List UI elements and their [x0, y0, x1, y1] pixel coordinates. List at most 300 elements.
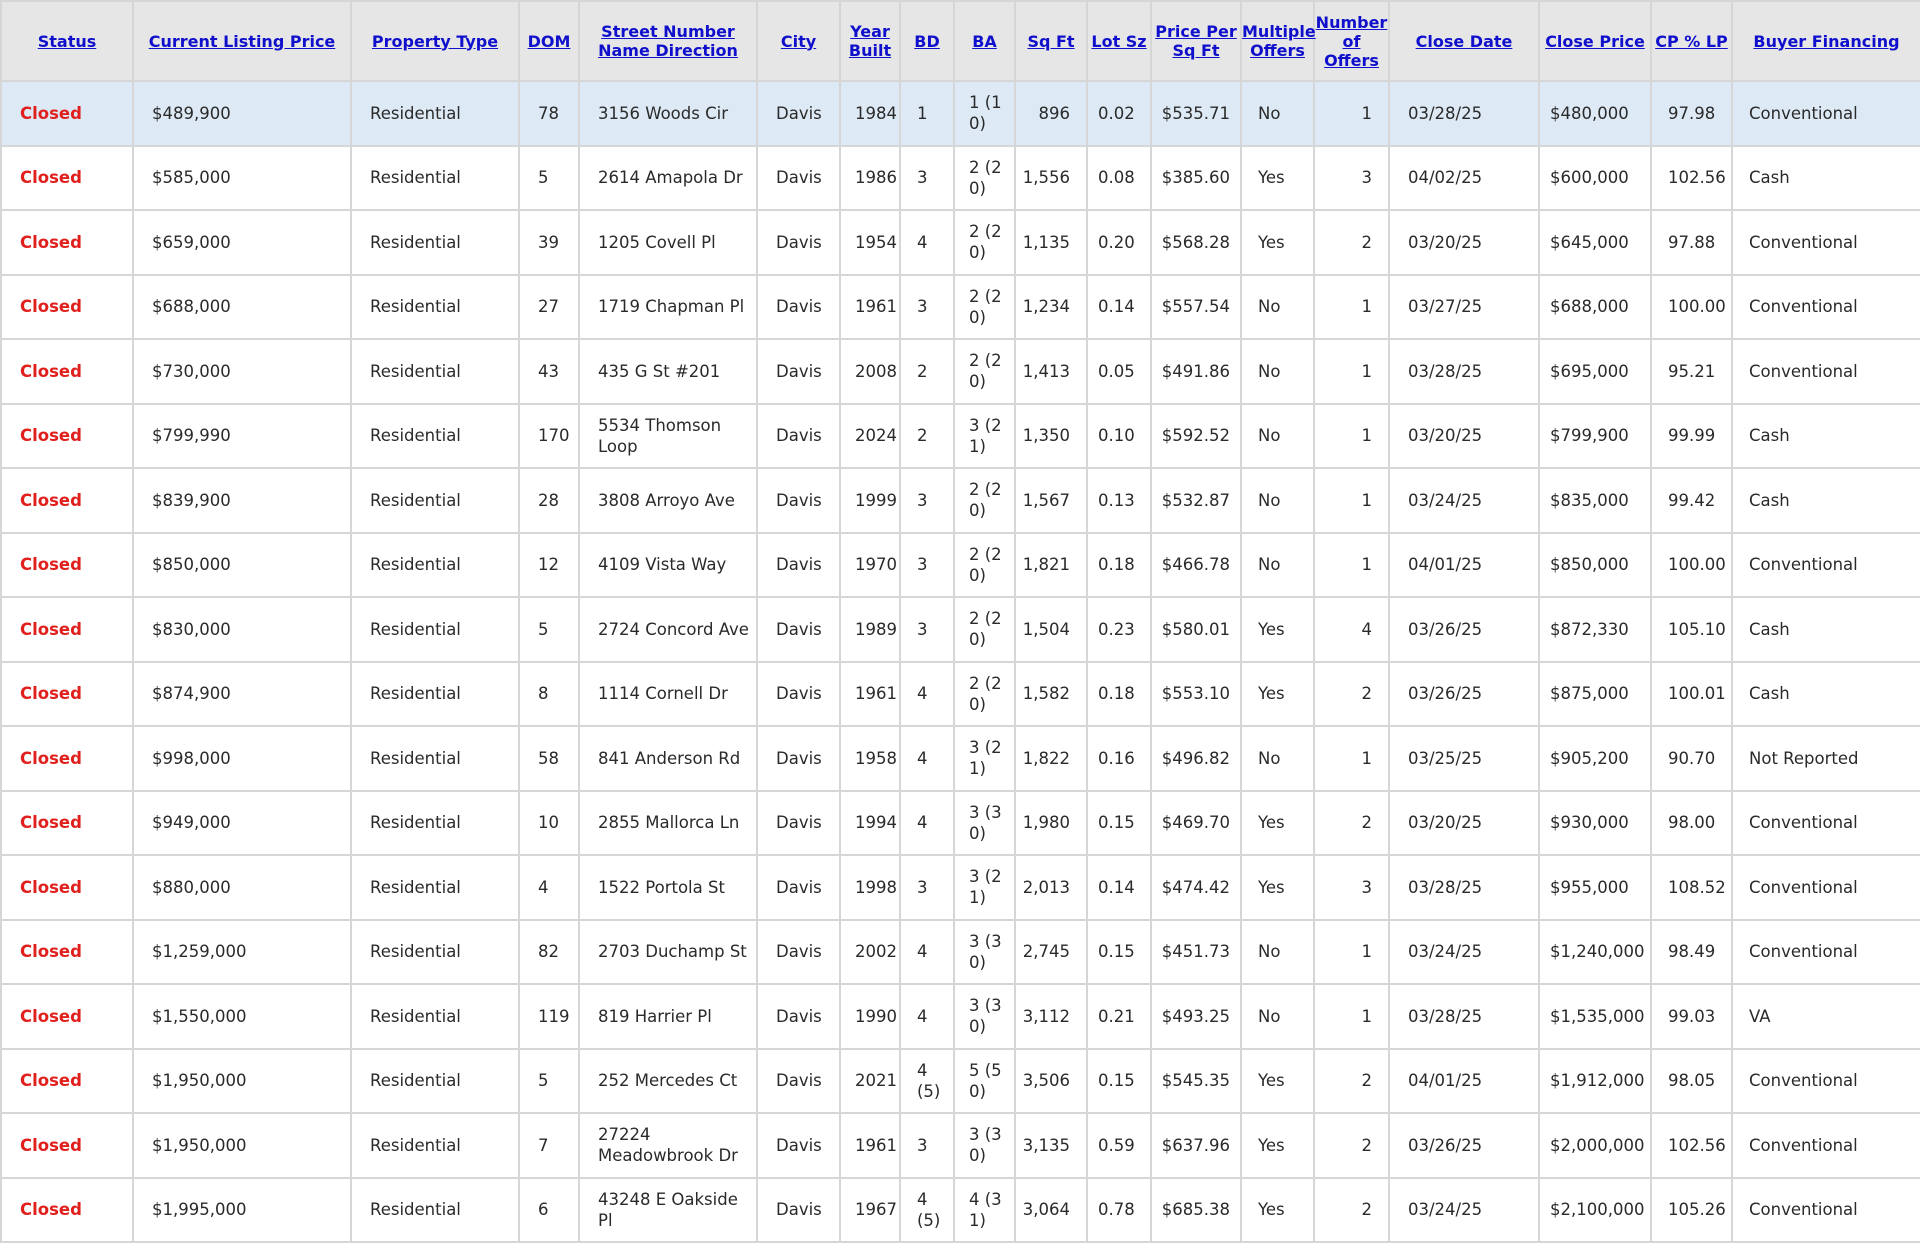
- multiple-offers-cell: No: [1241, 533, 1314, 598]
- sort-dom-link[interactable]: DOM: [527, 31, 571, 51]
- price-per-sqft-cell: $545.35: [1151, 1049, 1241, 1114]
- address-cell: 841 Anderson Rd: [579, 726, 757, 791]
- multiple-offers-cell: Yes: [1241, 597, 1314, 662]
- ba-cell: 2 (2 0): [954, 210, 1015, 275]
- sqft-cell: 3,112: [1015, 984, 1087, 1049]
- listing-price-cell: $659,000: [133, 210, 351, 275]
- buyer-financing-cell: Conventional: [1732, 533, 1920, 598]
- multiple-offers-cell: No: [1241, 920, 1314, 985]
- status-cell: Closed: [1, 662, 133, 727]
- ba-cell: 3 (2 1): [954, 855, 1015, 920]
- lot-size-cell: 0.23: [1087, 597, 1151, 662]
- status-cell: Closed: [1, 81, 133, 146]
- cp-lp-cell: 97.88: [1651, 210, 1732, 275]
- table-row[interactable]: [1, 791, 1920, 856]
- property-type-cell: Residential: [351, 855, 519, 920]
- multiple-offers-cell: No: [1241, 81, 1314, 146]
- column-header: [1651, 1, 1732, 81]
- close-date-cell: 04/01/25: [1389, 533, 1539, 598]
- number-of-offers-cell: 2: [1314, 1178, 1389, 1243]
- number-of-offers-cell: 1: [1314, 468, 1389, 533]
- status-cell: Closed: [1, 146, 133, 211]
- sort-street-link[interactable]: Street Number Name Direction: [598, 22, 738, 60]
- ba-cell: 2 (2 0): [954, 597, 1015, 662]
- property-type-cell: Residential: [351, 1113, 519, 1178]
- table-row[interactable]: [1, 275, 1920, 340]
- close-price-cell: $2,100,000: [1539, 1178, 1651, 1243]
- close-date-cell: 04/01/25: [1389, 1049, 1539, 1114]
- buyer-financing-cell: VA: [1732, 984, 1920, 1049]
- status-cell: Closed: [1, 791, 133, 856]
- sqft-cell: 1,980: [1015, 791, 1087, 856]
- buyer-financing-cell: Conventional: [1732, 1113, 1920, 1178]
- sqft-cell: 1,556: [1015, 146, 1087, 211]
- price-per-sqft-cell: $532.87: [1151, 468, 1241, 533]
- sqft-cell: 1,582: [1015, 662, 1087, 727]
- table-row[interactable]: [1, 81, 1920, 146]
- multiple-offers-cell: Yes: [1241, 1049, 1314, 1114]
- dom-cell: 58: [519, 726, 579, 791]
- dom-cell: 10: [519, 791, 579, 856]
- address-cell: 2614 Amapola Dr: [579, 146, 757, 211]
- address-cell: 43248 E Oakside Pl: [579, 1178, 757, 1243]
- number-of-offers-cell: 1: [1314, 404, 1389, 469]
- cp-lp-cell: 95.21: [1651, 339, 1732, 404]
- table-row[interactable]: [1, 662, 1920, 727]
- lot-size-cell: 0.20: [1087, 210, 1151, 275]
- cp-lp-cell: 90.70: [1651, 726, 1732, 791]
- buyer-financing-cell: Conventional: [1732, 920, 1920, 985]
- status-cell: Closed: [1, 855, 133, 920]
- property-type-cell: Residential: [351, 404, 519, 469]
- table-row[interactable]: [1, 1178, 1920, 1243]
- property-type-cell: Residential: [351, 791, 519, 856]
- dom-cell: 39: [519, 210, 579, 275]
- ba-cell: 2 (2 0): [954, 146, 1015, 211]
- multiple-offers-cell: No: [1241, 275, 1314, 340]
- year-built-cell: 2021: [840, 1049, 900, 1114]
- property-type-cell: Residential: [351, 920, 519, 985]
- status-cell: Closed: [1, 920, 133, 985]
- sqft-cell: 1,821: [1015, 533, 1087, 598]
- city-cell: Davis: [757, 597, 840, 662]
- lot-size-cell: 0.10: [1087, 404, 1151, 469]
- close-price-cell: $905,200: [1539, 726, 1651, 791]
- table-row[interactable]: [1, 726, 1920, 791]
- lot-size-cell: 0.16: [1087, 726, 1151, 791]
- close-price-cell: $835,000: [1539, 468, 1651, 533]
- close-price-cell: $850,000: [1539, 533, 1651, 598]
- table-row[interactable]: [1, 920, 1920, 985]
- bd-cell: 2: [900, 339, 954, 404]
- close-price-cell: $955,000: [1539, 855, 1651, 920]
- close-date-cell: 03/26/25: [1389, 1113, 1539, 1178]
- address-cell: 1205 Covell Pl: [579, 210, 757, 275]
- close-price-cell: $875,000: [1539, 662, 1651, 727]
- column-header: [757, 1, 840, 81]
- lot-size-cell: 0.08: [1087, 146, 1151, 211]
- status-cell: Closed: [1, 984, 133, 1049]
- number-of-offers-cell: 3: [1314, 146, 1389, 211]
- bd-cell: 4 (5): [900, 1178, 954, 1243]
- ba-cell: 2 (2 0): [954, 662, 1015, 727]
- city-cell: Davis: [757, 210, 840, 275]
- price-per-sqft-cell: $592.52: [1151, 404, 1241, 469]
- dom-cell: 4: [519, 855, 579, 920]
- table-row[interactable]: [1, 855, 1920, 920]
- sqft-cell: 3,506: [1015, 1049, 1087, 1114]
- property-type-cell: Residential: [351, 81, 519, 146]
- dom-cell: 5: [519, 146, 579, 211]
- city-cell: Davis: [757, 468, 840, 533]
- sort-price-per-sqft-link[interactable]: Price Per Sq Ft: [1155, 22, 1237, 60]
- column-header: [351, 1, 519, 81]
- table-row[interactable]: [1, 984, 1920, 1049]
- column-header: [1314, 1, 1389, 81]
- lot-size-cell: 0.13: [1087, 468, 1151, 533]
- year-built-cell: 1984: [840, 81, 900, 146]
- property-type-cell: Residential: [351, 984, 519, 1049]
- sqft-cell: 1,822: [1015, 726, 1087, 791]
- number-of-offers-cell: 3: [1314, 855, 1389, 920]
- cp-lp-cell: 102.56: [1651, 1113, 1732, 1178]
- close-price-cell: $480,000: [1539, 81, 1651, 146]
- sort-cp-lp-link[interactable]: CP % LP: [1655, 31, 1728, 51]
- close-date-cell: 03/20/25: [1389, 404, 1539, 469]
- ba-cell: 3 (3 0): [954, 920, 1015, 985]
- sort-ba-link[interactable]: BA: [972, 31, 997, 51]
- property-type-cell: Residential: [351, 1049, 519, 1114]
- listing-price-cell: $839,900: [133, 468, 351, 533]
- dom-cell: 27: [519, 275, 579, 340]
- listing-price-cell: $1,950,000: [133, 1113, 351, 1178]
- listing-price-cell: $850,000: [133, 533, 351, 598]
- multiple-offers-cell: No: [1241, 404, 1314, 469]
- multiple-offers-cell: No: [1241, 726, 1314, 791]
- cp-lp-cell: 98.49: [1651, 920, 1732, 985]
- bd-cell: 4: [900, 662, 954, 727]
- number-of-offers-cell: 1: [1314, 920, 1389, 985]
- city-cell: Davis: [757, 662, 840, 727]
- address-cell: 252 Mercedes Ct: [579, 1049, 757, 1114]
- multiple-offers-cell: No: [1241, 339, 1314, 404]
- address-cell: 819 Harrier Pl: [579, 984, 757, 1049]
- multiple-offers-cell: Yes: [1241, 146, 1314, 211]
- listing-price-cell: $830,000: [133, 597, 351, 662]
- dom-cell: 12: [519, 533, 579, 598]
- cp-lp-cell: 99.42: [1651, 468, 1732, 533]
- price-per-sqft-cell: $491.86: [1151, 339, 1241, 404]
- ba-cell: 2 (2 0): [954, 533, 1015, 598]
- table-row[interactable]: [1, 468, 1920, 533]
- price-per-sqft-cell: $385.60: [1151, 146, 1241, 211]
- dom-cell: 5: [519, 597, 579, 662]
- column-header: [1539, 1, 1651, 81]
- bd-cell: 3: [900, 1113, 954, 1178]
- column-header: [1241, 1, 1314, 81]
- dom-cell: 5: [519, 1049, 579, 1114]
- price-per-sqft-cell: $493.25: [1151, 984, 1241, 1049]
- property-type-cell: Residential: [351, 597, 519, 662]
- cp-lp-cell: 102.56: [1651, 146, 1732, 211]
- bd-cell: 2: [900, 404, 954, 469]
- cp-lp-cell: 99.03: [1651, 984, 1732, 1049]
- listing-price-cell: $799,990: [133, 404, 351, 469]
- city-cell: Davis: [757, 339, 840, 404]
- buyer-financing-cell: Cash: [1732, 404, 1920, 469]
- listing-price-cell: $874,900: [133, 662, 351, 727]
- city-cell: Davis: [757, 984, 840, 1049]
- lot-size-cell: 0.18: [1087, 533, 1151, 598]
- price-per-sqft-cell: $474.42: [1151, 855, 1241, 920]
- address-cell: 1719 Chapman Pl: [579, 275, 757, 340]
- price-per-sqft-cell: $553.10: [1151, 662, 1241, 727]
- close-date-cell: 03/28/25: [1389, 855, 1539, 920]
- sort-year-built-link[interactable]: Year Built: [848, 22, 892, 60]
- buyer-financing-cell: Conventional: [1732, 1049, 1920, 1114]
- sort-listing-price-link[interactable]: Current Listing Price: [148, 31, 336, 51]
- bd-cell: 4 (5): [900, 1049, 954, 1114]
- number-of-offers-cell: 2: [1314, 1049, 1389, 1114]
- buyer-financing-cell: Cash: [1732, 597, 1920, 662]
- year-built-cell: 2002: [840, 920, 900, 985]
- property-type-cell: Residential: [351, 533, 519, 598]
- sqft-cell: 1,234: [1015, 275, 1087, 340]
- price-per-sqft-cell: $535.71: [1151, 81, 1241, 146]
- close-price-cell: $645,000: [1539, 210, 1651, 275]
- bd-cell: 3: [900, 533, 954, 598]
- sort-lot-size-link[interactable]: Lot Sz: [1091, 31, 1147, 51]
- number-of-offers-cell: 2: [1314, 210, 1389, 275]
- year-built-cell: 1989: [840, 597, 900, 662]
- number-of-offers-cell: 1: [1314, 533, 1389, 598]
- dom-cell: 28: [519, 468, 579, 533]
- close-price-cell: $930,000: [1539, 791, 1651, 856]
- year-built-cell: 1999: [840, 468, 900, 533]
- sort-number-of-offers-link[interactable]: Number of Offers: [1315, 12, 1388, 70]
- table-row[interactable]: [1, 1049, 1920, 1114]
- sqft-cell: 1,567: [1015, 468, 1087, 533]
- number-of-offers-cell: 4: [1314, 597, 1389, 662]
- sort-bd-link[interactable]: BD: [914, 31, 940, 51]
- lot-size-cell: 0.78: [1087, 1178, 1151, 1243]
- year-built-cell: 1967: [840, 1178, 900, 1243]
- number-of-offers-cell: 1: [1314, 339, 1389, 404]
- status-cell: Closed: [1, 1178, 133, 1243]
- listing-price-cell: $688,000: [133, 275, 351, 340]
- column-header: [840, 1, 900, 81]
- status-cell: Closed: [1, 533, 133, 598]
- sort-buyer-financing-link[interactable]: Buyer Financing: [1753, 31, 1900, 51]
- cp-lp-cell: 98.05: [1651, 1049, 1732, 1114]
- dom-cell: 6: [519, 1178, 579, 1243]
- property-type-cell: Residential: [351, 275, 519, 340]
- multiple-offers-cell: No: [1241, 984, 1314, 1049]
- year-built-cell: 1961: [840, 662, 900, 727]
- property-type-cell: Residential: [351, 468, 519, 533]
- lot-size-cell: 0.15: [1087, 1049, 1151, 1114]
- lot-size-cell: 0.59: [1087, 1113, 1151, 1178]
- address-cell: 1114 Cornell Dr: [579, 662, 757, 727]
- sqft-cell: 2,013: [1015, 855, 1087, 920]
- sort-close-date-link[interactable]: Close Date: [1415, 31, 1513, 51]
- column-header: [1015, 1, 1087, 81]
- price-per-sqft-cell: $466.78: [1151, 533, 1241, 598]
- multiple-offers-cell: Yes: [1241, 1178, 1314, 1243]
- lot-size-cell: 0.02: [1087, 81, 1151, 146]
- column-header: [133, 1, 351, 81]
- address-cell: 2855 Mallorca Ln: [579, 791, 757, 856]
- lot-size-cell: 0.21: [1087, 984, 1151, 1049]
- multiple-offers-cell: Yes: [1241, 855, 1314, 920]
- table-row[interactable]: [1, 146, 1920, 211]
- buyer-financing-cell: Conventional: [1732, 81, 1920, 146]
- city-cell: Davis: [757, 1113, 840, 1178]
- listing-price-cell: $1,995,000: [133, 1178, 351, 1243]
- dom-cell: 7: [519, 1113, 579, 1178]
- listing-price-cell: $585,000: [133, 146, 351, 211]
- lot-size-cell: 0.14: [1087, 275, 1151, 340]
- city-cell: Davis: [757, 791, 840, 856]
- year-built-cell: 1954: [840, 210, 900, 275]
- buyer-financing-cell: Cash: [1732, 146, 1920, 211]
- status-cell: Closed: [1, 1113, 133, 1178]
- year-built-cell: 2008: [840, 339, 900, 404]
- lot-size-cell: 0.15: [1087, 920, 1151, 985]
- table-row[interactable]: [1, 339, 1920, 404]
- sort-status-link[interactable]: Status: [37, 31, 97, 51]
- ba-cell: 1 (1 0): [954, 81, 1015, 146]
- bd-cell: 1: [900, 81, 954, 146]
- sort-close-price-link[interactable]: Close Price: [1545, 31, 1645, 51]
- year-built-cell: 1961: [840, 275, 900, 340]
- property-type-cell: Residential: [351, 726, 519, 791]
- column-header: [1, 1, 133, 81]
- address-cell: 3156 Woods Cir: [579, 81, 757, 146]
- status-cell: Closed: [1, 275, 133, 340]
- price-per-sqft-cell: $637.96: [1151, 1113, 1241, 1178]
- address-cell: 2703 Duchamp St: [579, 920, 757, 985]
- close-price-cell: $600,000: [1539, 146, 1651, 211]
- year-built-cell: 1994: [840, 791, 900, 856]
- close-date-cell: 03/24/25: [1389, 468, 1539, 533]
- address-cell: 5534 Thomson Loop: [579, 404, 757, 469]
- number-of-offers-cell: 1: [1314, 726, 1389, 791]
- buyer-financing-cell: Cash: [1732, 468, 1920, 533]
- city-cell: Davis: [757, 855, 840, 920]
- close-date-cell: 03/28/25: [1389, 984, 1539, 1049]
- ba-cell: 3 (3 0): [954, 791, 1015, 856]
- cp-lp-cell: 97.98: [1651, 81, 1732, 146]
- dom-cell: 43: [519, 339, 579, 404]
- city-cell: Davis: [757, 1178, 840, 1243]
- cp-lp-cell: 99.99: [1651, 404, 1732, 469]
- property-type-cell: Residential: [351, 339, 519, 404]
- lot-size-cell: 0.15: [1087, 791, 1151, 856]
- ba-cell: 4 (3 1): [954, 1178, 1015, 1243]
- listing-price-cell: $1,950,000: [133, 1049, 351, 1114]
- multiple-offers-cell: Yes: [1241, 791, 1314, 856]
- year-built-cell: 1986: [840, 146, 900, 211]
- buyer-financing-cell: Conventional: [1732, 210, 1920, 275]
- column-header: [900, 1, 954, 81]
- lot-size-cell: 0.05: [1087, 339, 1151, 404]
- sqft-cell: 3,064: [1015, 1178, 1087, 1243]
- sort-multiple-offers-link[interactable]: Multiple Offers: [1242, 22, 1316, 60]
- dom-cell: 119: [519, 984, 579, 1049]
- dom-cell: 82: [519, 920, 579, 985]
- buyer-financing-cell: Conventional: [1732, 791, 1920, 856]
- sqft-cell: 1,350: [1015, 404, 1087, 469]
- close-date-cell: 03/24/25: [1389, 920, 1539, 985]
- table-row[interactable]: [1, 533, 1920, 598]
- city-cell: Davis: [757, 81, 840, 146]
- address-cell: 4109 Vista Way: [579, 533, 757, 598]
- close-price-cell: $688,000: [1539, 275, 1651, 340]
- sqft-cell: 1,413: [1015, 339, 1087, 404]
- cp-lp-cell: 100.00: [1651, 533, 1732, 598]
- price-per-sqft-cell: $451.73: [1151, 920, 1241, 985]
- year-built-cell: 2024: [840, 404, 900, 469]
- close-date-cell: 03/20/25: [1389, 791, 1539, 856]
- cp-lp-cell: 100.01: [1651, 662, 1732, 727]
- sort-property-type-link[interactable]: Property Type: [371, 31, 499, 51]
- bd-cell: 4: [900, 210, 954, 275]
- sort-city-link[interactable]: City: [780, 31, 817, 51]
- multiple-offers-cell: No: [1241, 468, 1314, 533]
- year-built-cell: 1961: [840, 1113, 900, 1178]
- cp-lp-cell: 105.26: [1651, 1178, 1732, 1243]
- ba-cell: 2 (2 0): [954, 339, 1015, 404]
- cp-lp-cell: 105.10: [1651, 597, 1732, 662]
- table-row[interactable]: [1, 210, 1920, 275]
- ba-cell: 5 (5 0): [954, 1049, 1015, 1114]
- close-date-cell: 04/02/25: [1389, 146, 1539, 211]
- ba-cell: 2 (2 0): [954, 275, 1015, 340]
- table-row[interactable]: [1, 404, 1920, 469]
- listing-price-cell: $949,000: [133, 791, 351, 856]
- multiple-offers-cell: Yes: [1241, 1113, 1314, 1178]
- price-per-sqft-cell: $469.70: [1151, 791, 1241, 856]
- status-cell: Closed: [1, 1049, 133, 1114]
- bd-cell: 4: [900, 791, 954, 856]
- city-cell: Davis: [757, 726, 840, 791]
- listing-price-cell: $998,000: [133, 726, 351, 791]
- status-cell: Closed: [1, 404, 133, 469]
- cp-lp-cell: 100.00: [1651, 275, 1732, 340]
- close-date-cell: 03/26/25: [1389, 662, 1539, 727]
- table-row[interactable]: [1, 1113, 1920, 1178]
- property-type-cell: Residential: [351, 146, 519, 211]
- listing-price-cell: $880,000: [133, 855, 351, 920]
- buyer-financing-cell: Not Reported: [1732, 726, 1920, 791]
- year-built-cell: 1990: [840, 984, 900, 1049]
- sort-sqft-link[interactable]: Sq Ft: [1027, 31, 1075, 51]
- city-cell: Davis: [757, 275, 840, 340]
- buyer-financing-cell: Conventional: [1732, 339, 1920, 404]
- number-of-offers-cell: 1: [1314, 984, 1389, 1049]
- address-cell: 2724 Concord Ave: [579, 597, 757, 662]
- price-per-sqft-cell: $557.54: [1151, 275, 1241, 340]
- price-per-sqft-cell: $568.28: [1151, 210, 1241, 275]
- listing-price-cell: $1,550,000: [133, 984, 351, 1049]
- bd-cell: 3: [900, 275, 954, 340]
- close-date-cell: 03/20/25: [1389, 210, 1539, 275]
- close-price-cell: $1,912,000: [1539, 1049, 1651, 1114]
- table-row[interactable]: [1, 597, 1920, 662]
- bd-cell: 3: [900, 597, 954, 662]
- column-header: [1151, 1, 1241, 81]
